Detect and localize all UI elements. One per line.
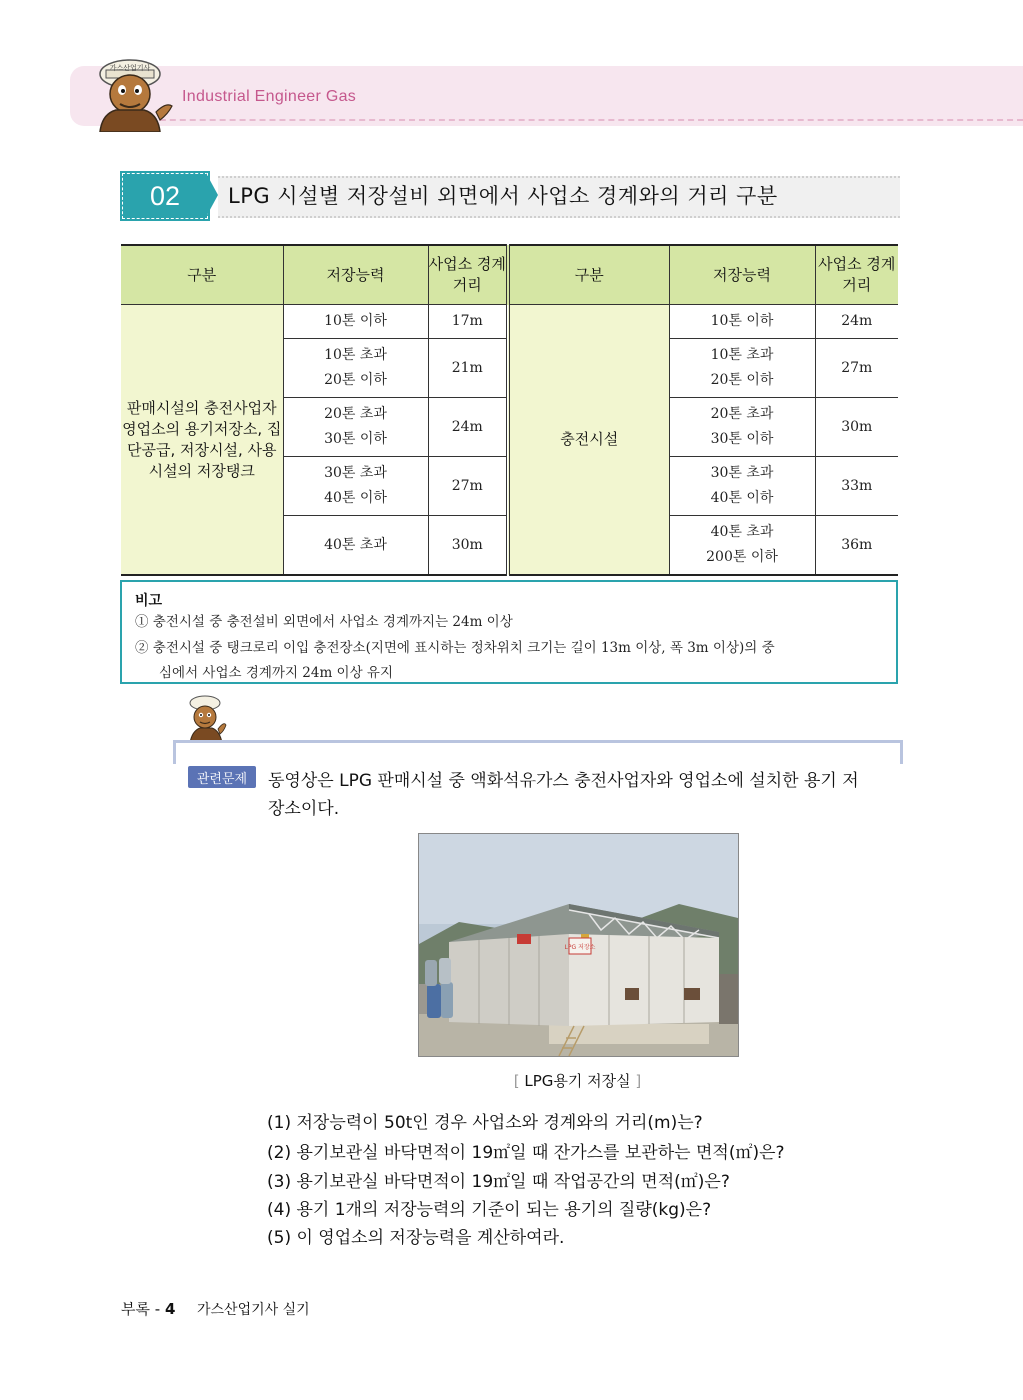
problem-text-line: 동영상은 LPG 판매시설 중 액화석유가스 충전사업자와 영업소에 설치한 용기 저: [268, 771, 859, 791]
capacity-line: 10톤 초과: [710, 347, 774, 363]
footer-appendix: 부록: [121, 1300, 150, 1318]
related-problem-badge: 관련문제: [188, 766, 256, 788]
distance-cell: 24m: [428, 398, 508, 457]
capacity-cell: [283, 339, 428, 398]
lpg-storage-photo: [418, 833, 739, 1057]
capacity-line: 10톤 이하: [324, 313, 387, 329]
capacity-line: 20톤 초과: [710, 406, 774, 422]
problem-text-line: 장소이다.: [268, 799, 340, 819]
caption-bracket-close: ]: [630, 1072, 642, 1090]
capacity-cell: [669, 305, 815, 339]
right-category-cell: 충전시설: [508, 305, 669, 576]
note-title: 비고: [135, 593, 163, 609]
distance-cell: 27m: [428, 457, 508, 516]
footer-page-number: 4: [164, 1300, 176, 1318]
caption-text: LPG용기 저장실: [524, 1072, 631, 1090]
header-category-left: 구분: [121, 245, 283, 305]
distance-cell: 27m: [815, 339, 898, 398]
capacity-line: 20톤 이하: [710, 372, 774, 388]
capacity-cell: [669, 516, 815, 576]
capacity-cell: [669, 457, 815, 516]
note-line: 심에서 사업소 경계까지 24m 이상 유지: [159, 665, 394, 681]
capacity-cell: [283, 516, 428, 576]
distance-table: [121, 244, 898, 576]
question-item: (5) 이 영업소의 저장능력을 계산하여라.: [267, 1228, 565, 1248]
note-line: ① 충전시설 중 충전설비 외면에서 사업소 경계까지는 24m 이상: [135, 614, 513, 630]
caption-bracket-open: [: [513, 1072, 525, 1090]
distance-cell: 33m: [815, 457, 898, 516]
capacity-line: 30톤 초과: [324, 465, 387, 481]
question-item: (2) 용기보관실 바닥면적이 19㎡일 때 잔가스를 보관하는 면적(㎡)은?: [267, 1143, 785, 1163]
mascot-illustration: [86, 48, 178, 132]
capacity-line: 40톤 이하: [710, 490, 774, 506]
table-header-row: [121, 245, 898, 305]
table-row: [121, 305, 898, 339]
capacity-line: 10톤 초과: [324, 347, 387, 363]
section-number: 02: [122, 173, 208, 219]
distance-cell: 36m: [815, 516, 898, 576]
capacity-line: 20톤 이하: [324, 372, 387, 388]
capacity-line: 200톤 이하: [706, 549, 778, 565]
mascot-hat-text: 가스산업기사: [109, 64, 151, 72]
section-arrow-icon: [206, 173, 218, 217]
capacity-line: 30톤 초과: [710, 465, 774, 481]
left-category-cell: 판매시설의 충전사업자 영업소의 용기저장소, 집단공급, 저장시설, 사용시설의 저장탱크: [121, 305, 283, 576]
capacity-line: 20톤 초과: [324, 406, 387, 422]
footer-book-title: 가스산업기사 실기: [197, 1302, 310, 1318]
footer-dash: -: [149, 1300, 165, 1318]
question-item: (3) 용기보관실 바닥면적이 19㎡일 때 작업공간의 면적(㎡)은?: [267, 1172, 730, 1192]
problem-bracket: [173, 740, 903, 764]
header-distance-left: 사업소 경계거리: [428, 245, 508, 305]
distance-cell: 24m: [815, 305, 898, 339]
capacity-line: 10톤 이하: [710, 313, 774, 329]
capacity-line: 40톤 이하: [324, 490, 387, 506]
capacity-line: 30톤 이하: [710, 431, 774, 447]
section-title: LPG 시설별 저장설비 외면에서 사업소 경계와의 거리 구분: [228, 184, 778, 208]
header-category-right: 구분: [508, 245, 669, 305]
question-item: (4) 용기 1개의 저장능력의 기준이 되는 용기의 질량(kg)은?: [267, 1200, 712, 1220]
footer-page-label: [121, 1298, 175, 1319]
capacity-cell: [283, 457, 428, 516]
capacity-line: 40톤 초과: [324, 536, 387, 553]
capacity-line: 30톤 이하: [324, 431, 387, 447]
mascot-small-illustration: [184, 693, 228, 743]
note-line: ② 충전시설 중 탱크로리 이입 충전장소(지면에 표시하는 정차위치 크기는 길이 13m 이상, 폭 3m 이상)의 중: [135, 640, 775, 656]
header-distance-right: 사업소 경계거리: [815, 245, 898, 305]
header-title: Industrial Engineer Gas: [182, 88, 357, 105]
distance-cell: 17m: [428, 305, 508, 339]
question-item: (1) 저장능력이 50t인 경우 사업소와 경계와의 거리(m)는?: [267, 1113, 703, 1133]
photo-caption: [418, 1070, 737, 1091]
distance-cell: 30m: [815, 398, 898, 457]
capacity-cell: [283, 305, 428, 339]
capacity-cell: [283, 398, 428, 457]
header-capacity-right: 저장능력: [669, 245, 815, 305]
capacity-cell: [669, 339, 815, 398]
distance-cell: 21m: [428, 339, 508, 398]
distance-cell: 30m: [428, 516, 508, 576]
capacity-cell: [669, 398, 815, 457]
photo-sign-text: LPG 저장소: [564, 944, 596, 951]
capacity-line: 40톤 초과: [710, 524, 774, 540]
header-capacity-left: 저장능력: [283, 245, 428, 305]
